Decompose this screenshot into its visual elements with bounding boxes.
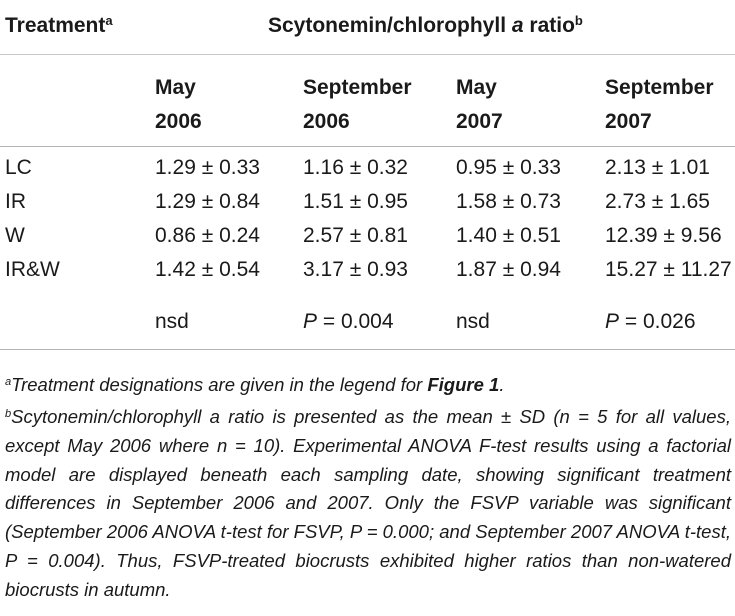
- ratio-footnote-mark: b: [574, 12, 583, 28]
- column-header-2: September 2006: [303, 76, 412, 133]
- table-cell: 1.29 ± 0.33: [155, 156, 260, 179]
- table-cell: 2.73 ± 1.65: [605, 190, 710, 213]
- table-cell: 15.27 ± 11.27: [605, 258, 732, 281]
- table-cell: 1.16 ± 0.32: [303, 156, 408, 179]
- column-header-1: May 2006: [155, 76, 202, 133]
- table-cell: 1.51 ± 0.95: [303, 190, 408, 213]
- table-cell: 0.86 ± 0.24: [155, 224, 260, 247]
- row-label: LC: [5, 156, 32, 179]
- stat-may-2006: nsd: [155, 310, 189, 333]
- table-cell: 3.17 ± 0.93: [303, 258, 408, 281]
- footnotes: [5, 368, 731, 605]
- ratio-header: Scytonemin/chlorophyll a ratio$^b$: [268, 12, 583, 37]
- row-label: W: [5, 224, 25, 247]
- footnote-a: $^a$Treatment designations are given in the legend for Figure 1.: [5, 374, 505, 396]
- table-bottom-rule: [0, 349, 735, 350]
- table-cell: 1.87 ± 0.94: [456, 258, 561, 281]
- stat-sep-2006: P = 0.004: [303, 310, 394, 333]
- column-header-rule: [0, 146, 735, 147]
- footnote-b: $^b$Scytonemin/chlorophyll a ratio is presented as the mean ± SD (n = 5 for all values, except May 2006 where n = 10). Experimental ANOVA F-test results using a factorial model are displayed beneath each sampling date, showing significant treatment differences in September 2006 and 2007. Only the FSVP variable was significant (September 2006 ANOVA t-test for FSVP, P = 0.000; and September 2007 ANOVA t-test, P = 0.004). Thus, FSVP-treated biocrusts exhibited higher ratios than non-watered biocrusts in autumn.: [5, 405, 731, 600]
- table-cell: 1.40 ± 0.51: [456, 224, 561, 247]
- treatment-header: Treatment$^a$: [5, 12, 113, 37]
- table-cell: 2.57 ± 0.81: [303, 224, 408, 247]
- row-label: IR: [5, 190, 26, 213]
- stat-sep-2007: P = 0.026: [605, 310, 696, 333]
- stat-may-2007: nsd: [456, 310, 490, 333]
- treatment-footnote-mark: a: [105, 12, 113, 28]
- table-cell: 12.39 ± 9.56: [605, 224, 722, 247]
- header-rule: [0, 54, 735, 55]
- table-cell: 0.95 ± 0.33: [456, 156, 561, 179]
- table-cell: 1.29 ± 0.84: [155, 190, 260, 213]
- row-label: IR&W: [5, 258, 60, 281]
- table-cell: 1.58 ± 0.73: [456, 190, 561, 213]
- figure-1-link[interactable]: Figure 1: [427, 374, 500, 396]
- column-header-4: September 2007: [605, 76, 714, 133]
- table-cell: 1.42 ± 0.54: [155, 258, 260, 281]
- table-cell: 2.13 ± 1.01: [605, 156, 710, 179]
- column-header-3: May 2007: [456, 76, 503, 133]
